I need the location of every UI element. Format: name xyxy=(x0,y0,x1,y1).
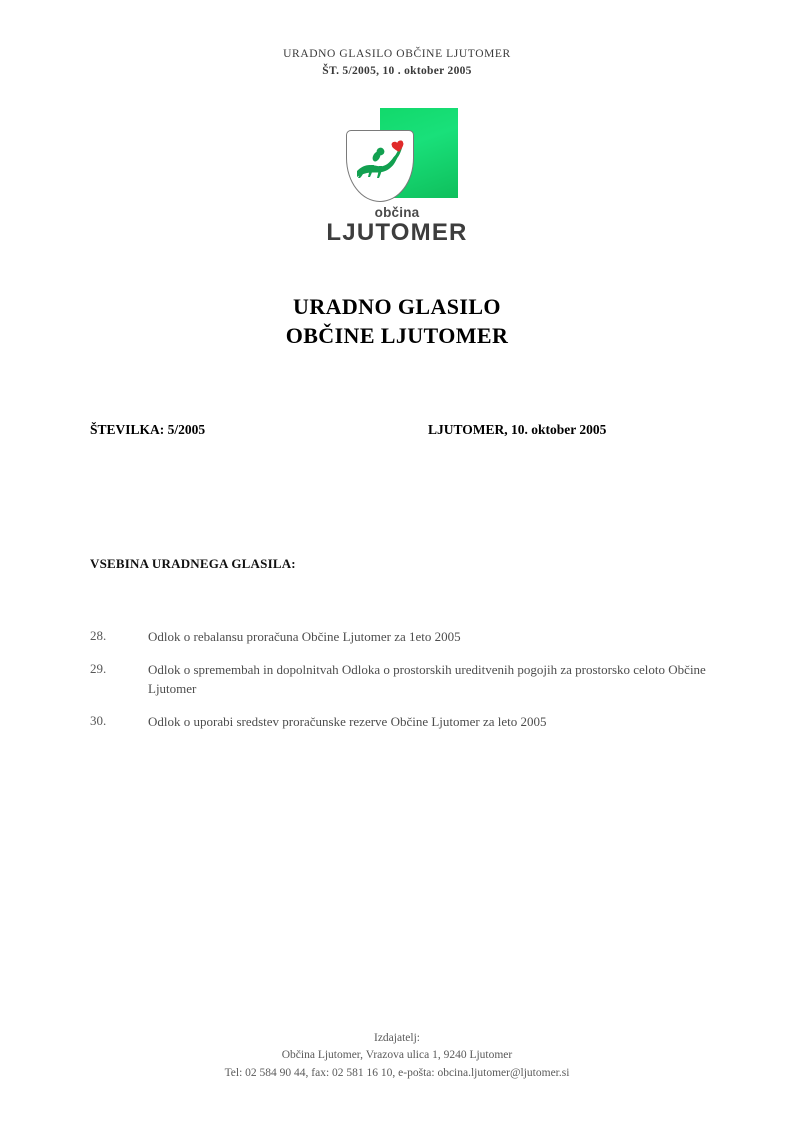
page-title-line-2: OBČINE LJUTOMER xyxy=(285,323,509,349)
footer xyxy=(0,1030,794,1082)
list-item xyxy=(90,628,710,647)
page-title xyxy=(0,292,794,350)
horse-rider-icon xyxy=(353,145,403,179)
list-item-title: Odlok o uporabi sredstev proračunske rezerve Občine Ljutomer za leto 2005 xyxy=(148,713,547,729)
contents-heading: VSEBINA URADNEGA GLASILA: xyxy=(90,556,296,571)
contents-list xyxy=(90,628,710,745)
footer-contact: Tel: 02 584 90 44, fax: 02 581 16 10, e-pošta: obcina.ljutomer@ljutomer.si xyxy=(224,1066,570,1079)
list-item-number: 29. xyxy=(90,660,107,676)
footer-publisher-label: Izdajatelj: xyxy=(374,1032,420,1044)
coat-of-arms-icon xyxy=(332,108,462,203)
municipality-logo xyxy=(0,108,794,245)
logo-label-obcina: občina xyxy=(374,205,420,220)
logo-label-ljutomer: LJUTOMER xyxy=(326,219,468,246)
shield-shape xyxy=(346,130,414,202)
issue-number: ŠTEVILKA: 5/2005 xyxy=(90,422,206,437)
list-item xyxy=(90,661,710,699)
list-item-number: 30. xyxy=(90,712,107,728)
running-head-line-2: ŠT. 5/2005, 10 . oktober 2005 xyxy=(322,65,472,78)
footer-address: Občina Ljutomer, Vrazova ulica 1, 9240 Ljutomer xyxy=(281,1049,513,1062)
page-title-line-1: URADNO GLASILO xyxy=(293,294,501,319)
running-head xyxy=(0,46,794,81)
issue-place-date: LJUTOMER, 10. oktober 2005 xyxy=(428,422,607,437)
list-item-title: Odlok o rebalansu proračuna Občine Ljutomer za 1eto 2005 xyxy=(148,629,461,644)
running-head-line-1: URADNO GLASILO OBČINE LJUTOMER xyxy=(283,48,511,60)
list-item-title: Odlok o spremembah in dopolnitvah Odloka o prostorskih ureditvenih pogojih za prostorsko celoto Občine Ljutomer xyxy=(148,661,706,696)
shield-inner xyxy=(347,131,413,201)
list-item-number: 28. xyxy=(90,628,107,643)
list-item xyxy=(90,713,710,732)
